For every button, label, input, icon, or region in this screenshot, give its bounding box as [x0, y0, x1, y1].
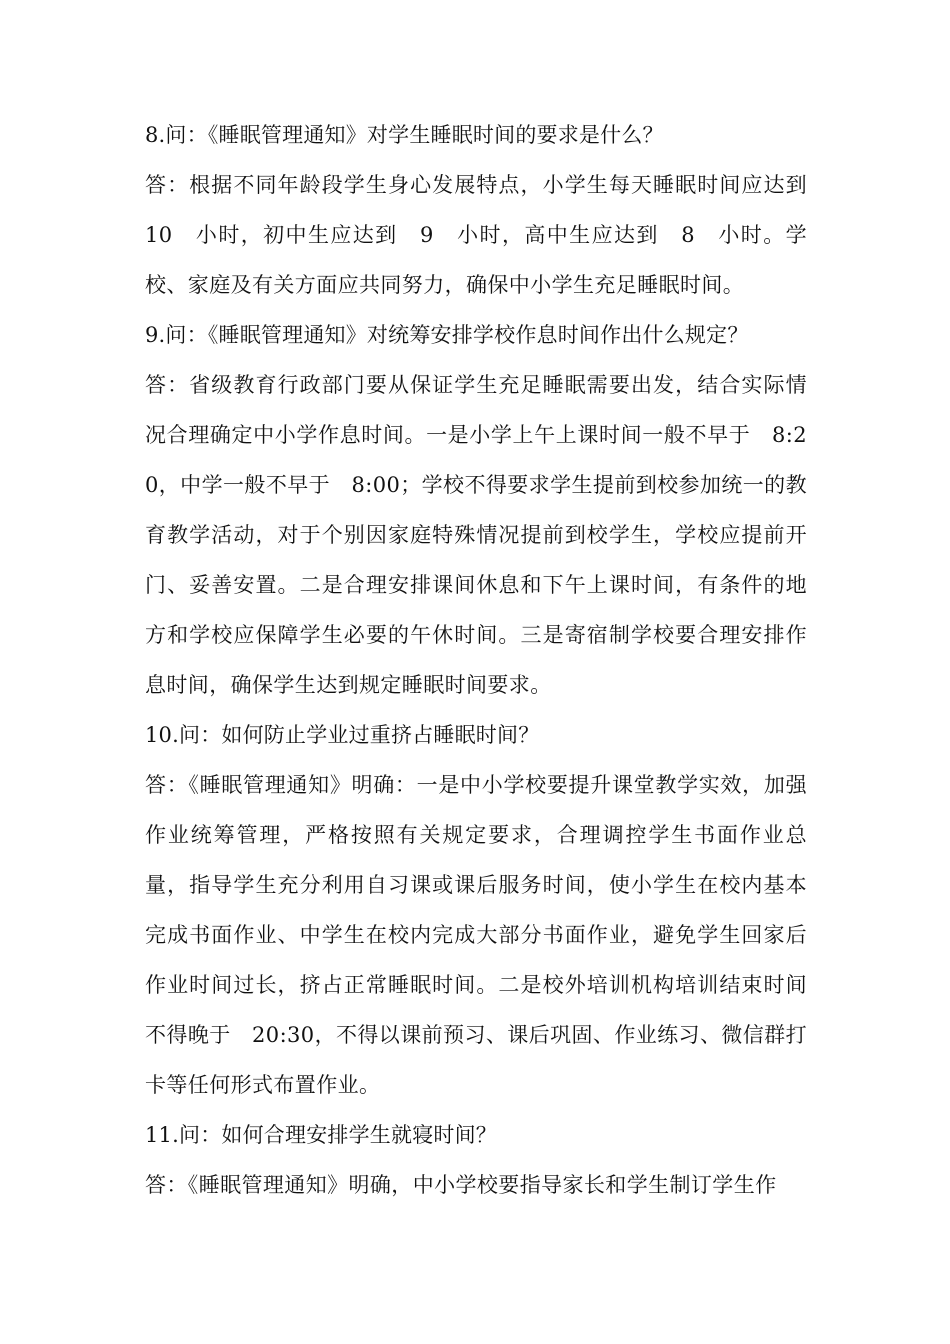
- question-8: 8.问：《睡眠管理通知》对学生睡眠时间的要求是什么？: [145, 123, 664, 147]
- answer-9: 答：省级教育行政部门要从保证学生充足睡眠需要出发，结合实际情况合理确定中小学作息时间。一是小学上午上课时间一般不早于 8:20，中学一般不早于 8:00；学校不得要求学生提前到校参加统一的教育教学活动，对于个别因家庭特殊情况提前到校学生，学校应提前开门、妥善安置。二是合理安排课间休息和下午上课时间，有条件的地方和学校应保障学生必要的午休时间。三是寄宿制学校要合理安排作息时间，确保学生达到规定睡眠时间要求。: [145, 373, 807, 697]
- document-body: [145, 110, 829, 1210]
- answer-8: 答：根据不同年龄段学生身心发展特点，小学生每天睡眠时间应达到 10 小时，初中生应达到 9 小时，高中生应达到 8 小时。学校、家庭及有关方面应共同努力，确保中小学生充足睡眠时间。: [145, 173, 829, 297]
- answer-10: 答：《睡眠管理通知》明确：一是中小学校要提升课堂教学实效，加强作业统筹管理，严格按照有关规定要求，合理调控学生书面作业总量，指导学生充分利用自习课或课后服务时间，使小学生在校内基本完成书面作业、中学生在校内完成大部分书面作业，避免学生回家后作业时间过长，挤占正常睡眠时间。二是校外培训机构培训结束时间不得晚于 20:30，不得以课前预习、课后巩固、作业练习、微信群打卡等任何形式布置作业。: [145, 773, 807, 1097]
- question-10: 10.问：如何防止学业过重挤占睡眠时间？: [145, 723, 540, 747]
- question-9: 9.问：《睡眠管理通知》对统筹安排学校作息时间作出什么规定？: [145, 323, 749, 347]
- question-11: 11.问：如何合理安排学生就寝时间？: [145, 1123, 497, 1147]
- answer-11: 答：《睡眠管理通知》明确，中小学校要指导家长和学生制订学生作: [145, 1173, 777, 1197]
